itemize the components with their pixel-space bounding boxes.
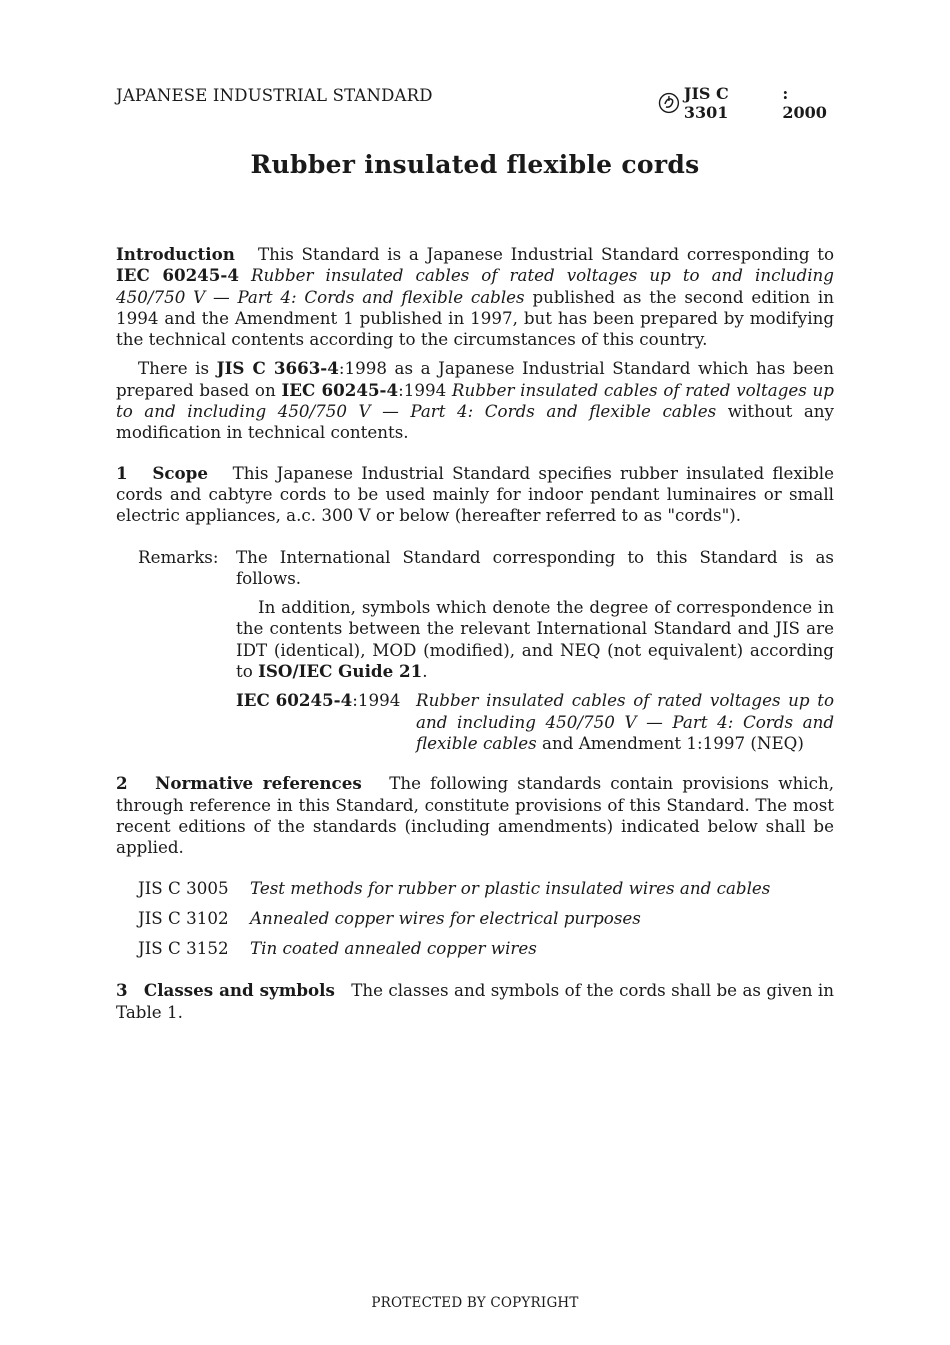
classes-heading: Classes and symbols	[143, 980, 335, 1001]
classes-paragraph: 3 Classes and symbols The classes and symbols of the cords shall be as given in Table 1.	[116, 980, 834, 1022]
document-body	[116, 244, 834, 1023]
intro-paragraph-2: There is JIS C 3663-4:1998 as a Japanese Industrial Standard which has been prepared based on IEC 60245-4:1994 Rubber insulated cables of rated voltages up to and including 450/750 V — Part 4: Cords and flexible cables without any modification in technical contents.	[116, 358, 835, 443]
intro-heading: Introduction	[116, 244, 235, 264]
scope-remarks	[138, 547, 834, 755]
jis-mark-icon	[658, 92, 680, 114]
remarks-body: The International Standard corresponding to this Standard is as follows. In addition, symbols which denote the degree of correspondence in the contents between the relevant International Standard and JIS are IDT (identical), MOD (modified), and NEQ (not equivalent) according to ISO/IEC Guide 21. IEC 60245-4:1994 Rubber insulated cables of rated voltages up to and including 450/750 V — Part 4: Cords and flexible cables and Amendment 1:1997 (NEQ)	[236, 546, 834, 753]
list-item: JIS C 3152 Tin coated annealed copper wires	[138, 938, 537, 959]
normative-paragraph: 2 Normative references The following standards contain provisions which, through reference in this Standard, constitute provisions of this Standard. The most recent editions of the standards (including amendments) indicated below shall be applied.	[116, 773, 834, 858]
intro-paragraph-1: Introduction This Standard is a Japanese Industrial Standard corresponding to IEC 60245-4 Rubber insulated cables of rated voltages up to and including 450/750 V — Part 4: Cords and flexible cables published as the second edition in 1994 and the Amendment 1 published in 1997, but has been prepared by modifying the technical contents according to the circumstances of this country.	[116, 244, 835, 350]
scope-paragraph: 1 Scope This Japanese Industrial Standard specifies rubber insulated flexible cords and cabtyre cords to be used mainly for indoor pendant luminaires or small electric appliances, a.c. 300 V or below (hereafter referred to as "cords").	[116, 462, 835, 526]
scope-heading: Scope	[152, 462, 208, 483]
normative-list	[138, 878, 834, 968]
corresponding-standard: IEC 60245-4:1994 Rubber insulated cables of rated voltages up to and including 450/750 V — Part 4: Cords and flexible cables and Amendment 1:1997 (NEQ)	[236, 690, 834, 753]
list-item: JIS C 3102 Annealed copper wires for electrical purposes	[138, 908, 641, 929]
header-left: JAPANESE INDUSTRIAL STANDARD	[116, 86, 433, 105]
footer-copyright: PROTECTED BY COPYRIGHT	[371, 1295, 579, 1311]
page-title: Rubber insulated flexible cords	[250, 150, 700, 179]
remarks-label: Remarks:	[138, 546, 219, 567]
standard-year: : 2000	[782, 84, 827, 122]
header-standard	[658, 84, 838, 122]
normative-heading: Normative references	[155, 773, 362, 794]
list-item: JIS C 3005 Test methods for rubber or plastic insulated wires and cables	[138, 878, 771, 899]
scope-number: 1	[116, 462, 128, 483]
normative-number: 2	[116, 773, 128, 794]
classes-number: 3	[116, 980, 128, 1001]
standard-id: JIS C 3301	[683, 84, 729, 122]
